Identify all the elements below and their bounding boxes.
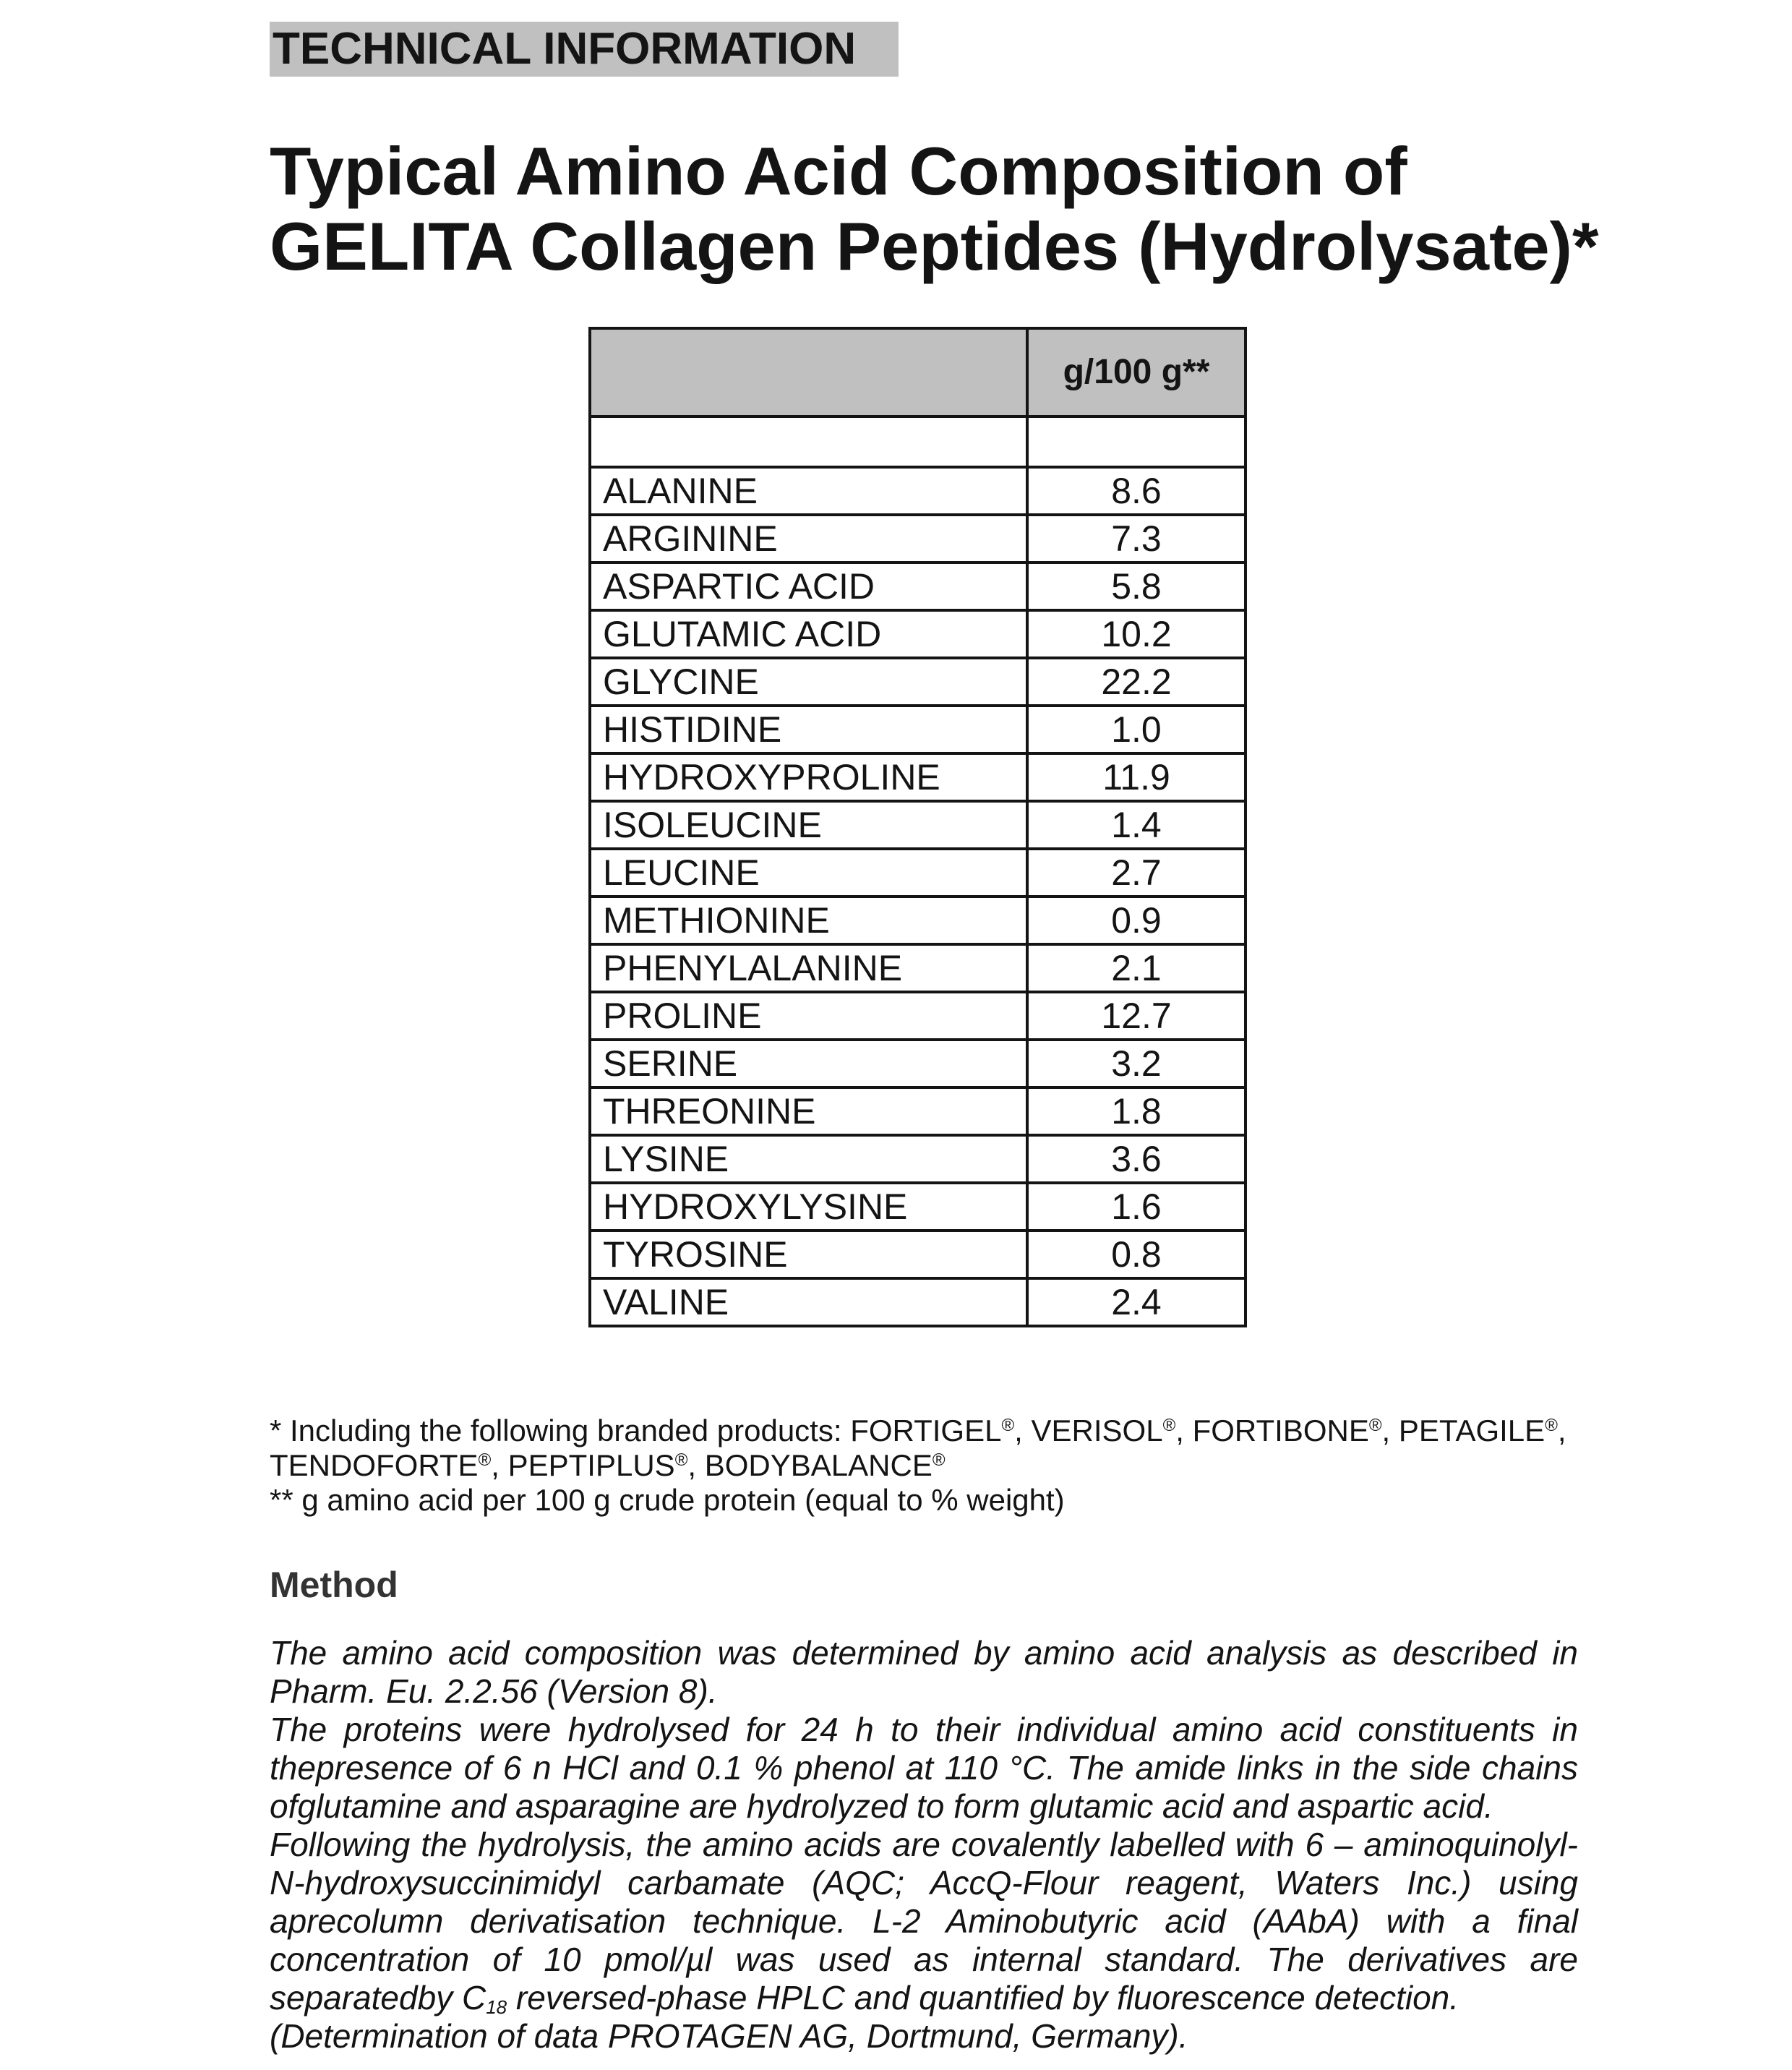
amino-acid-value: 1.8 xyxy=(1027,1087,1246,1135)
registered-mark: ® xyxy=(478,1450,492,1470)
amino-acid-value: 1.0 xyxy=(1027,706,1246,753)
amino-acid-value: 3.6 xyxy=(1027,1135,1246,1183)
table-row xyxy=(590,563,1246,610)
table-row xyxy=(590,1135,1246,1183)
brand-name: TENDOFORTE xyxy=(270,1448,479,1482)
amino-acid-value: 2.1 xyxy=(1027,944,1246,992)
amino-acid-name: PROLINE xyxy=(590,992,1027,1040)
amino-acid-name: ISOLEUCINE xyxy=(590,801,1027,849)
amino-acid-value: 1.4 xyxy=(1027,801,1246,849)
table-header-row xyxy=(590,328,1246,416)
brand-name: PEPTIPLUS xyxy=(507,1448,675,1482)
table-row xyxy=(590,658,1246,706)
amino-acid-name: ARGININE xyxy=(590,515,1027,563)
amino-acid-name: SERINE xyxy=(590,1040,1027,1087)
amino-acid-value: 0.8 xyxy=(1027,1231,1246,1278)
amino-acid-value: 3.2 xyxy=(1027,1040,1246,1087)
amino-acid-value: 10.2 xyxy=(1027,610,1246,658)
brand-name: PETAGILE xyxy=(1398,1413,1546,1447)
amino-acid-value: 2.7 xyxy=(1027,849,1246,897)
registered-mark: ® xyxy=(1368,1416,1382,1435)
table-row xyxy=(590,1183,1246,1231)
footnotes xyxy=(270,1413,1566,1518)
amino-acid-name: LYSINE xyxy=(590,1135,1027,1183)
registered-mark: ® xyxy=(932,1450,946,1470)
method-paragraph-1: The amino acid composition was determined by amino acid analysis as described in Pharm. Eu. 2.2.56 (Version 8). xyxy=(270,1634,1578,1710)
table-row xyxy=(590,849,1246,897)
amino-acid-name: LEUCINE xyxy=(590,849,1027,897)
table-row xyxy=(590,753,1246,801)
header-cell-name xyxy=(590,328,1027,416)
table-row xyxy=(590,610,1246,658)
brand-name: FORTIGEL xyxy=(850,1413,1002,1447)
footnote-unit: ** g amino acid per 100 g crude protein (equal to % weight) xyxy=(270,1483,1065,1517)
brand-name: VERISOL xyxy=(1031,1413,1163,1447)
method-paragraph-3: Following the hydrolysis, the amino acids are covalently labelled with 6 – aminoquinolyl-N-hydroxysuccinimidyl carbamate (AQC; AccQ-Flour reagent, Waters Inc.) using aprecolumn derivatisation technique. L-2 Aminobutyric acid (AAbA) with a final concentration of 10 pmol/µl was used as internal standard. The derivatives are separatedby $C_{18}$ reversed-phase HPLC and quantified by fluorescence detection. xyxy=(270,1826,1578,2018)
amino-acid-name: GLYCINE xyxy=(590,658,1027,706)
registered-mark: ® xyxy=(1001,1416,1015,1435)
header-cell-unit: g/100 g** xyxy=(1027,328,1246,416)
amino-acid-value: 8.6 xyxy=(1027,467,1246,515)
registered-mark: ® xyxy=(1162,1416,1176,1435)
footnote-brands: * Including the following branded products: FORTIGEL®, VERISOL®, FORTIBONE®, PETAGILE®, TENDOFORTE®, PEPTIPLUS®, BODYBALANCE® xyxy=(270,1413,1566,1482)
table-row xyxy=(590,467,1246,515)
amino-acid-name: GLUTAMIC ACID xyxy=(590,610,1027,658)
amino-acid-table xyxy=(588,327,1247,1327)
method-paragraph-4: (Determination of data PROTAGEN AG, Dortmund, Germany). xyxy=(270,2017,1188,2055)
title-line-2: GELITA Collagen Peptides (Hydrolysate)* xyxy=(270,208,1599,284)
amino-acid-name: TYROSINE xyxy=(590,1231,1027,1278)
amino-acid-value: 2.4 xyxy=(1027,1278,1246,1326)
amino-acid-name: VALINE xyxy=(590,1278,1027,1326)
amino-acid-name: METHIONINE xyxy=(590,897,1027,944)
method-heading: Method xyxy=(270,1565,398,1605)
table-spacer-row xyxy=(590,416,1246,467)
brand-name: BODYBALANCE xyxy=(704,1448,933,1482)
registered-mark: ® xyxy=(1545,1416,1558,1435)
title-line-1: Typical Amino Acid Composition of xyxy=(270,133,1407,209)
page-title xyxy=(270,134,1599,284)
amino-acid-value: 12.7 xyxy=(1027,992,1246,1040)
table-row xyxy=(590,515,1246,563)
amino-acid-value: 5.8 xyxy=(1027,563,1246,610)
table-row xyxy=(590,992,1246,1040)
amino-acid-name: ASPARTIC ACID xyxy=(590,563,1027,610)
amino-acid-name: HISTIDINE xyxy=(590,706,1027,753)
table-row xyxy=(590,1087,1246,1135)
registered-mark: ® xyxy=(674,1450,688,1470)
table-row xyxy=(590,897,1246,944)
table-row xyxy=(590,706,1246,753)
method-text xyxy=(270,1634,1578,2056)
header-tag: TECHNICAL INFORMATION xyxy=(270,22,899,77)
amino-acid-name: HYDROXYLYSINE xyxy=(590,1183,1027,1231)
table-row xyxy=(590,1231,1246,1278)
amino-acid-name: ALANINE xyxy=(590,467,1027,515)
amino-acid-value: 1.6 xyxy=(1027,1183,1246,1231)
amino-acid-value: 0.9 xyxy=(1027,897,1246,944)
table-row xyxy=(590,1278,1246,1326)
table-row xyxy=(590,944,1246,992)
amino-acid-name: THREONINE xyxy=(590,1087,1027,1135)
table-row xyxy=(590,801,1246,849)
amino-acid-value: 11.9 xyxy=(1027,753,1246,801)
amino-acid-value: 7.3 xyxy=(1027,515,1246,563)
brand-name: FORTIBONE xyxy=(1192,1413,1369,1447)
method-paragraph-2: The proteins were hydrolysed for 24 h to their individual amino acid constituents in thepresence of 6 n HCl and 0.1 % phenol at 110 °C. The amide links in the side chains ofglutamine and asparagine are hydrolyzed to form glutamic acid and aspartic acid. xyxy=(270,1711,1578,1825)
amino-acid-value: 22.2 xyxy=(1027,658,1246,706)
amino-acid-name: HYDROXYPROLINE xyxy=(590,753,1027,801)
table-row xyxy=(590,1040,1246,1087)
amino-acid-name: PHENYLALANINE xyxy=(590,944,1027,992)
